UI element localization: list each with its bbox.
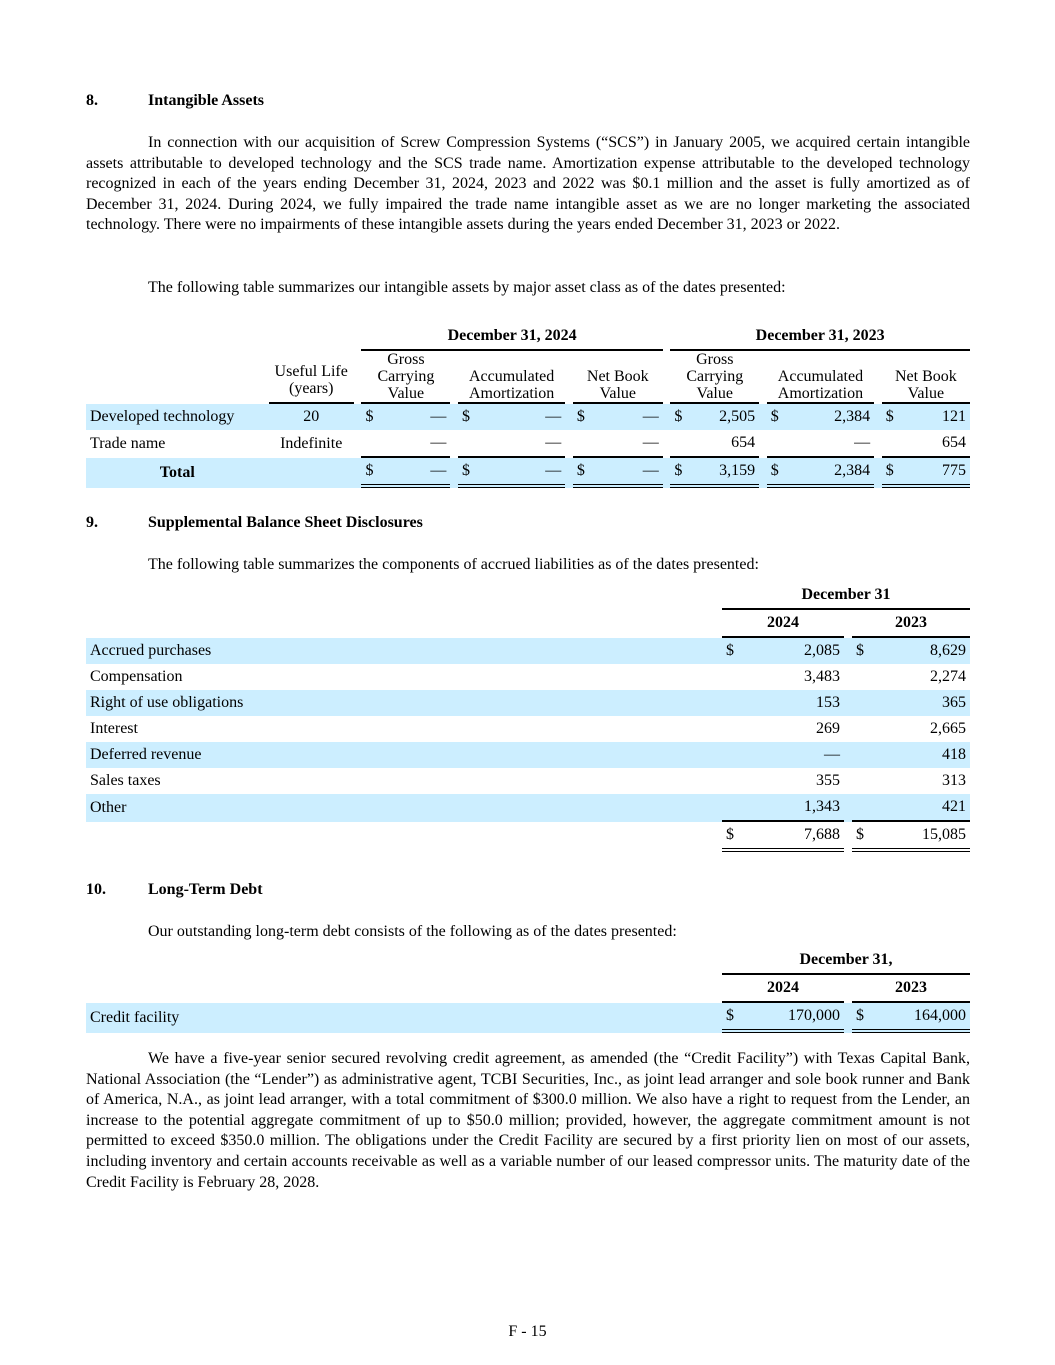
cell-dollar: $ <box>670 404 690 430</box>
cell-dollar: $ <box>670 458 690 488</box>
col-header-accum-2024: Accumulated Amortization <box>458 351 565 404</box>
cell-dollar: $ <box>852 822 872 852</box>
credit-facility-paragraph: We have a five-year senior secured revolving credit agreement, as amended (the “Credit Facility”) with Texas Capital Bank, National Association (the “Lender”) as administrative agent, TCBI Securities, Inc., as joint lead arranger and sole book runner and Bank of America, N.A., as joint lead arranger, with a total commitment of $300.0 million. We also have a right to request from the Lender, an increase to the potential aggregate commitment of up to $50.0 million; provided, however, the aggregate commitment amount is not permitted to exceed $350.0 million. The obligations under the Credit Facility are secured by a first priority lien on most of our assets, including inventory and certain accounts receivable as well as a variable number of our leased compressor units. The maturity date of the Credit Facility is February 28, 2028. <box>86 1050 970 1191</box>
table-row <box>86 664 970 690</box>
table-row <box>86 742 970 768</box>
col-header-gross-2023: Gross Carrying Value <box>670 351 759 404</box>
group-header-2024: December 31, 2024 <box>361 323 662 351</box>
row-label: Compensation <box>90 668 183 685</box>
table-row <box>86 430 970 458</box>
cell-dollar: $ <box>361 404 381 430</box>
long-term-debt-intro: Our outstanding long-term debt consists of the following as of the dates presented: <box>148 923 677 940</box>
cell-value: — <box>742 742 844 768</box>
page-number: F - 15 <box>508 1323 547 1340</box>
col-header-net-2023: Net Book Value <box>882 351 970 404</box>
row-label: Credit facility <box>86 1003 722 1033</box>
cell-value: — <box>787 430 874 458</box>
cell-dollar: $ <box>722 1003 742 1033</box>
cell-value: 2,274 <box>930 668 966 685</box>
accrued-liabilities-intro: The following table summarizes the components of accrued liabilities as of the dates presented: <box>148 556 759 573</box>
col-header-2024: 2024 <box>722 610 844 638</box>
cell-value: 2,384 <box>787 458 874 488</box>
col-header-accum-2023: Accumulated Amortization <box>767 351 874 404</box>
section-title: Intangible Assets <box>148 92 265 109</box>
intangible-assets-table <box>86 323 970 488</box>
col-header-useful-life: Useful Life (years) <box>269 351 354 404</box>
col-header-net-2024: Net Book Value <box>573 351 663 404</box>
cell-value: 313 <box>942 772 966 789</box>
row-label: Developed technology <box>86 404 269 430</box>
row-label: Interest <box>90 720 138 737</box>
cell-dollar: $ <box>573 404 593 430</box>
row-label: Accrued purchases <box>86 638 722 664</box>
cell-dollar: $ <box>882 458 902 488</box>
cell-dollar <box>458 430 478 458</box>
table-row <box>86 794 970 822</box>
cell-dollar <box>767 430 787 458</box>
row-label: Trade name <box>90 435 166 452</box>
cell-dollar: $ <box>458 458 478 488</box>
cell-dollar: $ <box>767 458 787 488</box>
cell-dollar <box>573 430 593 458</box>
table-row <box>86 690 970 716</box>
cell-dollar: $ <box>722 638 742 664</box>
cell-value: 418 <box>872 742 970 768</box>
cell-value: 365 <box>872 690 970 716</box>
cell-value: 654 <box>902 430 970 458</box>
cell-value: — <box>381 458 450 488</box>
table-row <box>86 638 970 664</box>
cell-value: — <box>478 458 565 488</box>
cell-dollar: $ <box>767 404 787 430</box>
cell-dollar: $ <box>882 404 902 430</box>
group-header: December 31 <box>722 582 970 610</box>
cell-value: 121 <box>902 404 970 430</box>
cell-value: 654 <box>690 430 759 458</box>
cell-value: 170,000 <box>742 1003 844 1033</box>
cell-value: 775 <box>902 458 970 488</box>
row-label: Deferred revenue <box>86 742 722 768</box>
cell-value: 2,665 <box>930 720 966 737</box>
section-number: 9. <box>86 514 98 531</box>
table-total-row <box>86 822 970 852</box>
table-row <box>86 1003 970 1033</box>
cell-value: — <box>478 404 565 430</box>
group-header-2023: December 31, 2023 <box>670 323 970 351</box>
cell-value: 1,343 <box>742 794 844 822</box>
row-label: Right of use obligations <box>86 690 722 716</box>
cell-value: 2,505 <box>690 404 759 430</box>
section-number: 10. <box>86 881 106 898</box>
table-column-header-row <box>86 351 970 404</box>
group-header: December 31, <box>722 947 970 975</box>
row-label: Sales taxes <box>90 772 161 789</box>
cell-value: 2,384 <box>787 404 874 430</box>
cell-value: 3,483 <box>804 668 840 685</box>
cell-value: 421 <box>872 794 970 822</box>
cell-dollar: $ <box>458 404 478 430</box>
cell-value: 8,629 <box>872 638 970 664</box>
cell-dollar <box>361 430 381 458</box>
intangible-assets-paragraph: In connection with our acquisition of Screw Compression Systems (“SCS”) in January 2005, we acquired certain intangible assets attributable to developed technology and the SCS trade name. Amortization expense attributable to the developed technology recognized in each of the years ending December 31, 2024, 2023 and 2022 was $0.1 million and the asset is fully amortized as of December 31, 2024. During 2024, we fully impaired the trade name intangible asset as we are no longer marketing the associated technology. There were no impairments of these intangible assets during the years ended December 31, 2023 or 2022. <box>86 134 970 234</box>
section-9-heading <box>86 514 423 532</box>
col-header-2024: 2024 <box>722 975 844 1003</box>
cell-value: — <box>478 430 565 458</box>
cell-dollar: $ <box>852 638 872 664</box>
col-header-gross-2024: Gross Carrying Value <box>361 351 450 404</box>
cell-life: Indefinite <box>280 435 343 452</box>
row-label: Total <box>86 458 269 488</box>
section-10-heading <box>86 881 263 899</box>
table-row <box>86 768 970 794</box>
cell-value: — <box>593 458 663 488</box>
cell-value: — <box>593 404 663 430</box>
cell-value: 15,085 <box>872 822 970 852</box>
long-term-debt-table <box>86 947 970 1033</box>
cell-dollar <box>882 430 902 458</box>
cell-dollar: $ <box>361 458 381 488</box>
cell-value: — <box>381 430 450 458</box>
cell-value: — <box>381 404 450 430</box>
table-total-row <box>86 458 970 488</box>
table-row <box>86 404 970 430</box>
cell-dollar: $ <box>852 1003 872 1033</box>
row-label: Other <box>86 794 722 822</box>
section-8-heading <box>86 92 264 110</box>
table-row <box>86 716 970 742</box>
cell-dollar: $ <box>722 822 742 852</box>
cell-life: 20 <box>269 404 354 430</box>
cell-value: 2,085 <box>742 638 844 664</box>
intangible-table-intro: The following table summarizes our intangible assets by major asset class as of the dates presented: <box>148 279 786 296</box>
section-number: 8. <box>86 92 98 109</box>
cell-value: 269 <box>816 720 840 737</box>
section-title: Long-Term Debt <box>148 881 263 898</box>
cell-value: 355 <box>816 772 840 789</box>
cell-value: 7,688 <box>742 822 844 852</box>
col-header-2023: 2023 <box>852 610 970 638</box>
cell-value: 164,000 <box>872 1003 970 1033</box>
cell-value: 3,159 <box>690 458 759 488</box>
cell-value: 153 <box>742 690 844 716</box>
section-title: Supplemental Balance Sheet Disclosures <box>148 514 423 531</box>
col-header-2023: 2023 <box>852 975 970 1003</box>
accrued-liabilities-table <box>86 582 970 852</box>
cell-dollar <box>670 430 690 458</box>
cell-dollar: $ <box>573 458 593 488</box>
table-group-header-row <box>86 323 970 351</box>
cell-value: — <box>593 430 663 458</box>
